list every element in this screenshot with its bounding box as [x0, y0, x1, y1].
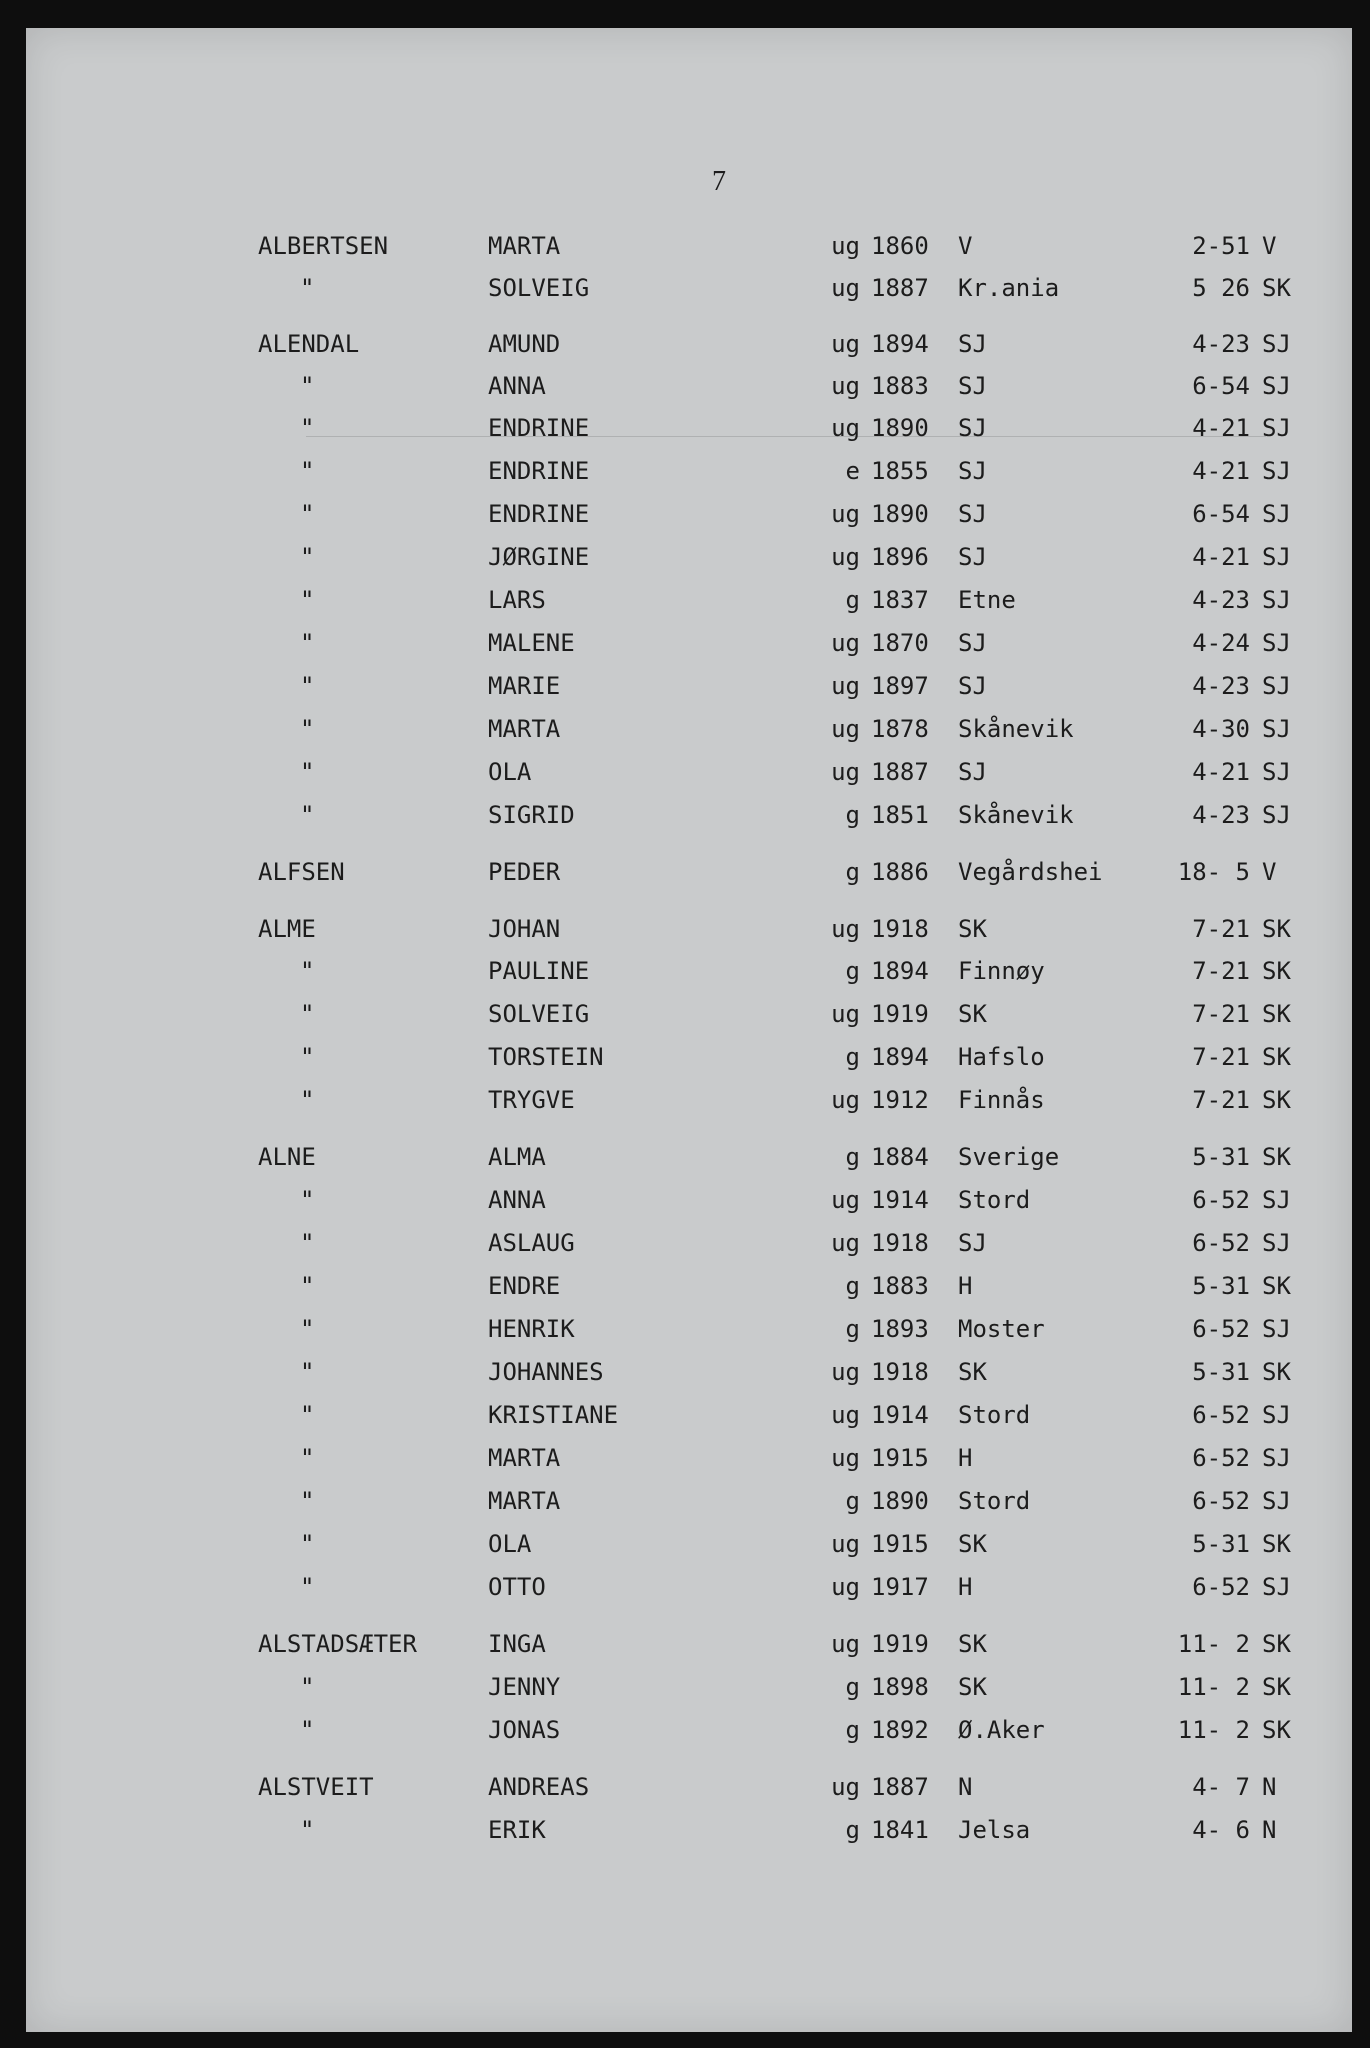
region-cell: SJ: [1262, 1573, 1291, 1601]
birth-year-cell: 1860: [871, 232, 929, 260]
given-name-cell: JONAS: [488, 1716, 561, 1744]
surname-cell: ": [300, 801, 315, 829]
reference-code-cell: 4- 7: [1192, 1773, 1250, 1801]
marital-status-cell: g: [845, 1272, 860, 1300]
given-name-cell: JOHAN: [488, 915, 561, 943]
marital-status-cell: ug: [831, 1573, 860, 1601]
region-cell: V: [1262, 232, 1277, 260]
birth-year-cell: 1886: [871, 858, 929, 886]
surname-cell: ALSTVEIT: [258, 1773, 374, 1801]
record-row: [26, 1812, 1352, 1848]
record-row: [26, 1139, 1352, 1175]
region-cell: SJ: [1262, 801, 1291, 829]
region-cell: SK: [1262, 274, 1291, 302]
surname-cell: ALME: [258, 915, 316, 943]
birthplace-cell: SK: [958, 1673, 987, 1701]
record-row: [26, 1569, 1352, 1605]
surname-cell: ": [300, 1043, 315, 1071]
surname-cell: ": [300, 1358, 315, 1386]
marital-status-cell: g: [845, 1673, 860, 1701]
region-cell: SJ: [1262, 629, 1291, 657]
surname-cell: ": [300, 715, 315, 743]
reference-code-cell: 6-52: [1192, 1315, 1250, 1343]
surname-cell: ": [300, 1673, 315, 1701]
reference-code-cell: 4-21: [1192, 758, 1250, 786]
record-row: [26, 228, 1352, 264]
birthplace-cell: Finnøy: [958, 957, 1045, 985]
record-row: [26, 1769, 1352, 1805]
surname-cell: ": [300, 1716, 315, 1744]
surname-cell: ALFSEN: [258, 858, 345, 886]
birth-year-cell: 1915: [871, 1530, 929, 1558]
surname-cell: ": [300, 1573, 315, 1601]
reference-code-cell: 7-21: [1192, 1000, 1250, 1028]
marital-status-cell: ug: [831, 1530, 860, 1558]
birth-year-cell: 1897: [871, 672, 929, 700]
birth-year-cell: 1894: [871, 330, 929, 358]
region-cell: SJ: [1262, 500, 1291, 528]
record-row: [26, 453, 1352, 489]
record-row: [26, 668, 1352, 704]
surname-cell: ": [300, 1229, 315, 1257]
reference-code-cell: 6-52: [1192, 1229, 1250, 1257]
region-cell: SJ: [1262, 586, 1291, 614]
region-cell: SJ: [1262, 1315, 1291, 1343]
birthplace-cell: Moster: [958, 1315, 1045, 1343]
birth-year-cell: 1893: [871, 1315, 929, 1343]
region-cell: SK: [1262, 1043, 1291, 1071]
record-row: [26, 1483, 1352, 1519]
record-row: [26, 1268, 1352, 1304]
record-row: [26, 1039, 1352, 1075]
reference-code-cell: 7-21: [1192, 957, 1250, 985]
record-row: [26, 953, 1352, 989]
surname-cell: ": [300, 586, 315, 614]
marital-status-cell: ug: [831, 1229, 860, 1257]
birth-year-cell: 1894: [871, 1043, 929, 1071]
birth-year-cell: 1887: [871, 758, 929, 786]
birth-year-cell: 1915: [871, 1444, 929, 1472]
record-row: [26, 1225, 1352, 1261]
marital-status-cell: ug: [831, 715, 860, 743]
region-cell: SK: [1262, 1716, 1291, 1744]
given-name-cell: MARTA: [488, 1444, 561, 1472]
marital-status-cell: g: [845, 957, 860, 985]
birth-year-cell: 1917: [871, 1573, 929, 1601]
reference-code-cell: 4-24: [1192, 629, 1250, 657]
birthplace-cell: Stord: [958, 1186, 1031, 1214]
marital-status-cell: g: [845, 586, 860, 614]
record-row: [26, 326, 1352, 362]
region-cell: SJ: [1262, 543, 1291, 571]
birth-year-cell: 1892: [871, 1716, 929, 1744]
marital-status-cell: ug: [831, 1401, 860, 1429]
reference-code-cell: 5 26: [1192, 274, 1250, 302]
reference-code-cell: 6-54: [1192, 372, 1250, 400]
reference-code-cell: 4-23: [1192, 586, 1250, 614]
birth-year-cell: 1883: [871, 1272, 929, 1300]
marital-status-cell: e: [845, 457, 860, 485]
region-cell: SJ: [1262, 372, 1291, 400]
surname-cell: ": [300, 629, 315, 657]
region-cell: N: [1262, 1773, 1277, 1801]
reference-code-cell: 5-31: [1192, 1272, 1250, 1300]
surname-cell: ALBERTSEN: [258, 232, 389, 260]
birthplace-cell: SJ: [958, 672, 987, 700]
birth-year-cell: 1870: [871, 629, 929, 657]
surname-cell: ALENDAL: [258, 330, 360, 358]
birth-year-cell: 1890: [871, 414, 929, 442]
given-name-cell: MARTA: [488, 715, 561, 743]
surname-cell: ": [300, 414, 315, 442]
reference-code-cell: 7-21: [1192, 915, 1250, 943]
region-cell: SJ: [1262, 1401, 1291, 1429]
birth-year-cell: 1878: [871, 715, 929, 743]
region-cell: SK: [1262, 1143, 1291, 1171]
given-name-cell: HENRIK: [488, 1315, 575, 1343]
birthplace-cell: Hafslo: [958, 1043, 1045, 1071]
surname-cell: ": [300, 1487, 315, 1515]
surname-cell: ": [300, 1272, 315, 1300]
marital-status-cell: ug: [831, 1186, 860, 1214]
given-name-cell: ENDRINE: [488, 500, 590, 528]
record-row: [26, 1669, 1352, 1705]
surname-cell: ": [300, 1186, 315, 1214]
given-name-cell: ANDREAS: [488, 1773, 590, 1801]
given-name-cell: ENDRINE: [488, 457, 590, 485]
reference-code-cell: 4-23: [1192, 330, 1250, 358]
record-row: [26, 496, 1352, 532]
given-name-cell: JOHANNES: [488, 1358, 604, 1386]
record-list: [26, 28, 1352, 2032]
given-name-cell: SIGRID: [488, 801, 575, 829]
reference-code-cell: 5-31: [1192, 1358, 1250, 1386]
given-name-cell: ANNA: [488, 372, 546, 400]
birth-year-cell: 1912: [871, 1086, 929, 1114]
marital-status-cell: ug: [831, 1630, 860, 1658]
birth-year-cell: 1855: [871, 457, 929, 485]
surname-cell: ": [300, 672, 315, 700]
surname-cell: ALNE: [258, 1143, 316, 1171]
marital-status-cell: g: [845, 1487, 860, 1515]
record-row: [26, 368, 1352, 404]
region-cell: SJ: [1262, 1186, 1291, 1214]
birthplace-cell: SJ: [958, 330, 987, 358]
birth-year-cell: 1918: [871, 915, 929, 943]
given-name-cell: ENDRE: [488, 1272, 561, 1300]
record-row: [26, 797, 1352, 833]
birthplace-cell: Jelsa: [958, 1816, 1031, 1844]
surname-cell: ": [300, 1816, 315, 1844]
birthplace-cell: SK: [958, 1530, 987, 1558]
marital-status-cell: g: [845, 801, 860, 829]
given-name-cell: SOLVEIG: [488, 1000, 590, 1028]
marital-status-cell: ug: [831, 1773, 860, 1801]
region-cell: SK: [1262, 1530, 1291, 1558]
given-name-cell: MALENE: [488, 629, 575, 657]
birthplace-cell: SJ: [958, 1229, 987, 1257]
record-row: [26, 1082, 1352, 1118]
given-name-cell: ENDRINE: [488, 414, 590, 442]
region-cell: SK: [1262, 1358, 1291, 1386]
record-row: [26, 1440, 1352, 1476]
birth-year-cell: 1918: [871, 1229, 929, 1257]
reference-code-cell: 4-21: [1192, 543, 1250, 571]
reference-code-cell: 7-21: [1192, 1043, 1250, 1071]
surname-cell: ": [300, 543, 315, 571]
given-name-cell: PEDER: [488, 858, 561, 886]
birthplace-cell: Kr.ania: [958, 274, 1060, 302]
region-cell: SJ: [1262, 457, 1291, 485]
given-name-cell: MARTA: [488, 1487, 561, 1515]
marital-status-cell: ug: [831, 500, 860, 528]
record-row: [26, 1397, 1352, 1433]
surname-cell: ": [300, 1086, 315, 1114]
surname-cell: ": [300, 372, 315, 400]
birthplace-cell: SK: [958, 915, 987, 943]
surname-cell: ": [300, 457, 315, 485]
reference-code-cell: 5-31: [1192, 1530, 1250, 1558]
given-name-cell: TRYGVE: [488, 1086, 575, 1114]
birthplace-cell: SJ: [958, 543, 987, 571]
region-cell: SJ: [1262, 1229, 1291, 1257]
birth-year-cell: 1890: [871, 500, 929, 528]
record-row: [26, 1626, 1352, 1662]
marital-status-cell: ug: [831, 372, 860, 400]
birth-year-cell: 1894: [871, 957, 929, 985]
region-cell: SJ: [1262, 1487, 1291, 1515]
region-cell: SK: [1262, 1272, 1291, 1300]
marital-status-cell: g: [845, 1716, 860, 1744]
region-cell: SJ: [1262, 672, 1291, 700]
record-row: [26, 539, 1352, 575]
marital-status-cell: g: [845, 858, 860, 886]
region-cell: SK: [1262, 1000, 1291, 1028]
record-row: [26, 1712, 1352, 1748]
record-row: [26, 1526, 1352, 1562]
region-cell: SK: [1262, 1086, 1291, 1114]
reference-code-cell: 6-54: [1192, 500, 1250, 528]
marital-status-cell: g: [845, 1816, 860, 1844]
birth-year-cell: 1887: [871, 274, 929, 302]
reference-code-cell: 18- 5: [1177, 858, 1250, 886]
birth-year-cell: 1887: [871, 1773, 929, 1801]
marital-status-cell: g: [845, 1043, 860, 1071]
given-name-cell: JØRGINE: [488, 543, 590, 571]
marital-status-cell: ug: [831, 1358, 860, 1386]
surname-cell: ": [300, 500, 315, 528]
birth-year-cell: 1919: [871, 1000, 929, 1028]
surname-cell: ALSTADSÆTER: [258, 1630, 417, 1658]
marital-status-cell: g: [845, 1143, 860, 1171]
birthplace-cell: SJ: [958, 500, 987, 528]
record-row: [26, 911, 1352, 947]
reference-code-cell: 4-30: [1192, 715, 1250, 743]
birth-year-cell: 1896: [871, 543, 929, 571]
birth-year-cell: 1883: [871, 372, 929, 400]
record-row: [26, 1354, 1352, 1390]
record-row: [26, 1182, 1352, 1218]
birthplace-cell: H: [958, 1444, 973, 1472]
given-name-cell: SOLVEIG: [488, 274, 590, 302]
birthplace-cell: Ø.Aker: [958, 1716, 1045, 1744]
birthplace-cell: N: [958, 1773, 973, 1801]
birthplace-cell: Skånevik: [958, 715, 1074, 743]
reference-code-cell: 11- 2: [1177, 1716, 1250, 1744]
birth-year-cell: 1890: [871, 1487, 929, 1515]
given-name-cell: ERIK: [488, 1816, 546, 1844]
given-name-cell: PAULINE: [488, 957, 590, 985]
given-name-cell: ASLAUG: [488, 1229, 575, 1257]
reference-code-cell: 5-31: [1192, 1143, 1250, 1171]
marital-status-cell: ug: [831, 915, 860, 943]
surname-cell: ": [300, 1530, 315, 1558]
birth-year-cell: 1914: [871, 1186, 929, 1214]
marital-status-cell: ug: [831, 543, 860, 571]
region-cell: SJ: [1262, 330, 1291, 358]
record-row: [26, 854, 1352, 890]
record-row: [26, 410, 1352, 446]
birthplace-cell: SK: [958, 1358, 987, 1386]
surname-cell: ": [300, 1444, 315, 1472]
record-row: [26, 270, 1352, 306]
given-name-cell: INGA: [488, 1630, 546, 1658]
birth-year-cell: 1914: [871, 1401, 929, 1429]
birth-year-cell: 1919: [871, 1630, 929, 1658]
marital-status-cell: ug: [831, 758, 860, 786]
surname-cell: ": [300, 957, 315, 985]
birth-year-cell: 1884: [871, 1143, 929, 1171]
birthplace-cell: H: [958, 1272, 973, 1300]
marital-status-cell: ug: [831, 1444, 860, 1472]
birthplace-cell: SJ: [958, 372, 987, 400]
marital-status-cell: g: [845, 1315, 860, 1343]
birth-year-cell: 1851: [871, 801, 929, 829]
birthplace-cell: SJ: [958, 414, 987, 442]
birthplace-cell: SJ: [958, 629, 987, 657]
birthplace-cell: Stord: [958, 1401, 1031, 1429]
reference-code-cell: 11- 2: [1177, 1630, 1250, 1658]
region-cell: V: [1262, 858, 1277, 886]
given-name-cell: TORSTEIN: [488, 1043, 604, 1071]
reference-code-cell: 4- 6: [1192, 1816, 1250, 1844]
reference-code-cell: 11- 2: [1177, 1673, 1250, 1701]
reference-code-cell: 6-52: [1192, 1186, 1250, 1214]
birthplace-cell: Finnås: [958, 1086, 1045, 1114]
surname-cell: ": [300, 1000, 315, 1028]
region-cell: N: [1262, 1816, 1277, 1844]
birthplace-cell: V: [958, 232, 973, 260]
given-name-cell: ANNA: [488, 1186, 546, 1214]
record-row: [26, 1311, 1352, 1347]
given-name-cell: ALMA: [488, 1143, 546, 1171]
record-row: [26, 582, 1352, 618]
reference-code-cell: 4-21: [1192, 414, 1250, 442]
reference-code-cell: 7-21: [1192, 1086, 1250, 1114]
given-name-cell: OLA: [488, 758, 532, 786]
reference-code-cell: 6-52: [1192, 1444, 1250, 1472]
page-number: 7: [712, 166, 726, 197]
birthplace-cell: SK: [958, 1630, 987, 1658]
region-cell: SJ: [1262, 414, 1291, 442]
reference-code-cell: 4-23: [1192, 801, 1250, 829]
reference-code-cell: 6-52: [1192, 1573, 1250, 1601]
given-name-cell: LARS: [488, 586, 546, 614]
reference-code-cell: 6-52: [1192, 1401, 1250, 1429]
marital-status-cell: ug: [831, 672, 860, 700]
region-cell: SJ: [1262, 715, 1291, 743]
birth-year-cell: 1918: [871, 1358, 929, 1386]
birthplace-cell: SJ: [958, 457, 987, 485]
region-cell: SK: [1262, 1673, 1291, 1701]
birth-year-cell: 1898: [871, 1673, 929, 1701]
given-name-cell: OTTO: [488, 1573, 546, 1601]
birthplace-cell: SK: [958, 1000, 987, 1028]
record-row: [26, 625, 1352, 661]
marital-status-cell: ug: [831, 232, 860, 260]
birthplace-cell: Skånevik: [958, 801, 1074, 829]
marital-status-cell: ug: [831, 629, 860, 657]
birthplace-cell: Etne: [958, 586, 1016, 614]
region-cell: SK: [1262, 957, 1291, 985]
marital-status-cell: ug: [831, 414, 860, 442]
surname-cell: ": [300, 274, 315, 302]
birthplace-cell: Vegårdshei: [958, 858, 1103, 886]
given-name-cell: MARIE: [488, 672, 561, 700]
given-name-cell: JENNY: [488, 1673, 561, 1701]
marital-status-cell: ug: [831, 330, 860, 358]
surname-cell: ": [300, 758, 315, 786]
birth-year-cell: 1841: [871, 1816, 929, 1844]
document-page: [26, 28, 1352, 2032]
region-cell: SK: [1262, 915, 1291, 943]
surname-cell: ": [300, 1315, 315, 1343]
region-cell: SJ: [1262, 758, 1291, 786]
given-name-cell: MARTA: [488, 232, 561, 260]
region-cell: SJ: [1262, 1444, 1291, 1472]
record-row: [26, 996, 1352, 1032]
marital-status-cell: ug: [831, 274, 860, 302]
surname-cell: ": [300, 1401, 315, 1429]
marital-status-cell: ug: [831, 1000, 860, 1028]
birthplace-cell: H: [958, 1573, 973, 1601]
reference-code-cell: 2-51: [1192, 232, 1250, 260]
given-name-cell: OLA: [488, 1530, 532, 1558]
record-row: [26, 711, 1352, 747]
birthplace-cell: Sverige: [958, 1143, 1060, 1171]
given-name-cell: KRISTIANE: [488, 1401, 619, 1429]
birth-year-cell: 1837: [871, 586, 929, 614]
birthplace-cell: Stord: [958, 1487, 1031, 1515]
birthplace-cell: SJ: [958, 758, 987, 786]
reference-code-cell: 4-23: [1192, 672, 1250, 700]
record-row: [26, 754, 1352, 790]
given-name-cell: AMUND: [488, 330, 561, 358]
region-cell: SK: [1262, 1630, 1291, 1658]
reference-code-cell: 6-52: [1192, 1487, 1250, 1515]
marital-status-cell: ug: [831, 1086, 860, 1114]
reference-code-cell: 4-21: [1192, 457, 1250, 485]
